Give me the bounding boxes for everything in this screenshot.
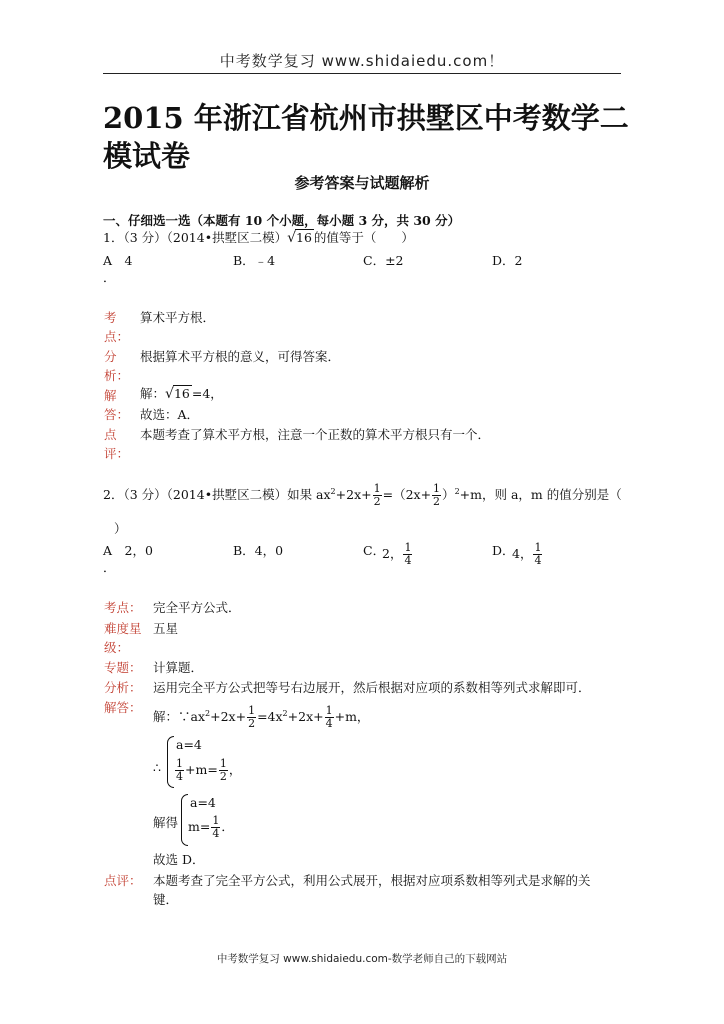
q1-dianping-label: 点: [104, 427, 117, 442]
q2-nandu-label: 难度星: [104, 621, 142, 636]
q2-dianping-line2: 键．: [153, 892, 179, 907]
q2-kaodian-label: 考点：: [104, 600, 142, 615]
q2-dianping-line1: 本题考查了完全平方公式，利用公式展开，根据对应项系数相等列式是求解的关: [153, 873, 591, 888]
q2-nandu: 五星: [153, 621, 179, 636]
q1-fenxi: 根据算术平方根的意义，可得答案．: [140, 349, 341, 364]
q2-answer: 故选 D．: [153, 852, 205, 867]
q1-stem: 1．（3 分）（2014•拱墅区二模）√16 的值等于（ ）: [103, 230, 414, 246]
doc-subtitle: 参考答案与试题解析: [294, 174, 430, 192]
q2-c-frac: $\frac{1}{4}$: [404, 541, 412, 567]
q1-kaodian: 算术平方根．: [140, 310, 216, 325]
doc-title-line1: 2015 年浙江省杭州市拱墅区中考数学二: [103, 101, 629, 135]
q2-sol-quarter: $\frac{1}{4}$: [325, 704, 333, 730]
q2-zhuanti: 计算题．: [153, 660, 204, 675]
q1-kaodian-label2: 点：: [104, 329, 130, 344]
q1-solution: 解：√16 =4，: [140, 386, 223, 402]
q1-option-c: C．±2: [363, 253, 404, 268]
q1-option-d: D．2: [492, 253, 523, 268]
q1-fenxi-label2: 析：: [104, 368, 130, 383]
q2-zhuanti-label: 专题：: [104, 660, 142, 675]
q1-kaodian-label: 考: [104, 310, 117, 325]
q1-jieda-label: 解: [104, 388, 117, 403]
page-footer: 中考数学复习 www.shidaiedu.com-数学老师自己的下载网站: [216, 953, 508, 965]
system1-half: $\frac{1}{2}$: [219, 757, 227, 783]
header-rule: [103, 73, 621, 74]
q2-option-c-label: C．: [363, 543, 386, 558]
q2-option-a: A 2，0: [103, 543, 153, 558]
q2-option-d: 4， $\frac{1}{4}$: [512, 541, 542, 567]
doc-title-line2: 模试卷: [103, 139, 191, 173]
q1-fenxi-label: 分: [104, 349, 117, 364]
system2-quarter: $\frac{1}{4}$: [212, 814, 220, 840]
q2-half-frac-2: $\frac{1}{2}$: [433, 482, 441, 508]
system1-brace: [167, 736, 174, 788]
q2-fenxi-label: 分析：: [104, 680, 142, 695]
q2-d-frac: $\frac{1}{4}$: [534, 541, 542, 567]
q1-option-b: B．﹣4: [233, 253, 276, 268]
jiede-label: 解得: [153, 815, 179, 830]
section-heading: 一、仔细选一选（本题有 10 个小题，每小题 3 分，共 30 分）: [103, 213, 461, 228]
q1-jieda-label2: 答：: [104, 407, 130, 422]
q1-option-a: A 4: [103, 253, 133, 268]
page-header: 中考数学复习 www.shidaiedu.com！: [219, 52, 505, 70]
system2-brace: [181, 794, 188, 846]
q1-dianping-label2: 评：: [104, 446, 130, 461]
q2-jieda-label: 解答：: [104, 700, 142, 715]
system2-eq2: m= $\frac{1}{4}$ ．: [188, 814, 234, 840]
q2-option-b: B．4，0: [233, 543, 284, 558]
q2-dot: ．: [103, 560, 116, 575]
q2-kaodian: 完全平方公式．: [153, 600, 241, 615]
q2-nandu-label2: 级：: [104, 640, 130, 655]
q1-dianping: 本题考查了算术平方根，注意一个正数的算术平方根只有一个．: [140, 427, 491, 442]
system1-eq2: $\frac{1}{4}$ +m= $\frac{1}{2}$ ，: [176, 757, 242, 783]
system2-eq1: a=4: [190, 795, 216, 810]
q2-sol-half: $\frac{1}{2}$: [248, 704, 256, 730]
q2-option-c: 2， $\frac{1}{4}$: [382, 541, 412, 567]
q2-fenxi: 运用完全平方公式把等号右边展开，然后根据对应项的系数相等列式求解即可．: [153, 680, 591, 695]
q2-dianping-label: 点评：: [104, 873, 142, 888]
q2-stem: 2．（3 分）（2014•拱墅区二模）如果 $ax^2+2x+$ $\frac{1}{2}$ =（2x+ $\frac{1}{2}$ ）$^2$+m，则 a，m 的值分别是（: [103, 482, 622, 508]
system1-quarter: $\frac{1}{4}$: [176, 757, 183, 783]
q1-dot: ．: [103, 270, 116, 285]
therefore-symbol: ∴: [153, 760, 161, 775]
q2-stem-close: ）: [114, 521, 127, 536]
q1-answer: 故选：A．: [140, 407, 200, 422]
q2-solution-line1: 解：$\because ax^2+2x+$ $\frac{1}{2}$ $=4x^2+2x+$ $\frac{1}{4}$ +m，: [153, 704, 370, 730]
q2-half-frac: $\frac{1}{2}$: [373, 482, 381, 508]
q2-option-d-label: D．: [492, 543, 515, 558]
system1-eq1: a=4: [176, 737, 202, 752]
